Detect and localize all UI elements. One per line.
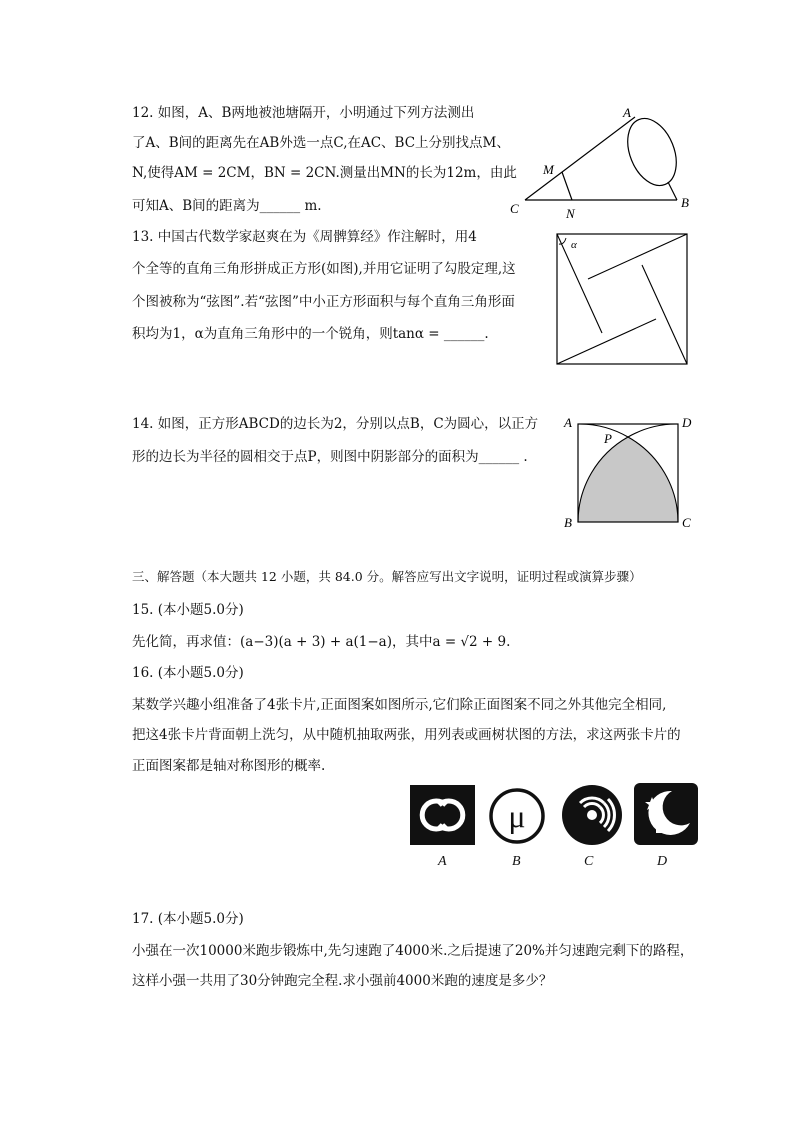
q14-label-B: B [564, 515, 572, 530]
card-a-double-c-icon [410, 785, 475, 845]
q17-header: 17. (本小题5.0分) [132, 911, 244, 927]
q12-label-N: N [566, 206, 575, 221]
q13-line-3: 个图被称为“弦图”.若“弦图”中小正方形面积与每个直角三角形面 [132, 294, 515, 310]
q16-line-3: 正面图案都是轴对称图形的概率. [132, 758, 326, 774]
q16-header: 16. (本小题5.0分) [132, 665, 244, 681]
q14-label-D: D [682, 415, 692, 430]
card-b-label: B [512, 854, 521, 869]
q14-line-1: 14. 如图，正方形ABCD的边长为2，分别以点B，C为圆心，以正方 [132, 416, 539, 432]
q14-label-C: C [682, 515, 691, 530]
q15-header: 15. (本小题5.0分) [132, 602, 244, 618]
q12-line-2: 了A、B间的距离先在AB外选一点C,在AC、BC上分别找点M、 [132, 135, 510, 151]
card-d-label: D [657, 854, 668, 869]
q17-line-1: 小强在一次10000米跑步锻炼中,先匀速跑了4000米.之后提速了20%并匀速跑完剩下的路程， [132, 943, 694, 959]
card-d-moon-mosque-icon [634, 783, 698, 845]
card-c-label: C [584, 854, 594, 869]
q12-label-A: A [623, 105, 631, 120]
q13-label-alpha: α [571, 239, 577, 251]
q12-line-3: N,使得AM = 2CM，BN = 2CN.测量出MN的长为12m，由此 [132, 165, 517, 181]
q15-body: 先化简，再求值：(a−3)(a + 3) + a(1−a)，其中a = √2 + 9. [132, 634, 511, 650]
q13-string-diagram [555, 230, 690, 366]
card-a-label: A [438, 854, 447, 869]
section-3-heading: 三、解答题（本大题共 12 小题，共 84.0 分。解答应写出文字说明，证明过程或演算步骤） [132, 569, 642, 584]
q12-label-B: B [681, 195, 689, 210]
q13-line-1: 13. 中国古代数学家赵爽在为《周髀算经》作注解时，用4 [132, 229, 477, 245]
q12-line-4: 可知A、B间的距离为______ m. [132, 198, 322, 214]
card-b-mu-symbol: μ [508, 798, 526, 834]
q13-line-4: 积均为1，α为直角三角形中的一个锐角，则tanα = ______. [132, 326, 489, 342]
q14-line-2: 形的边长为半径的圆相交于点P，则图中阴影部分的面积为______ . [132, 449, 528, 465]
q14-square-arcs-figure [560, 410, 700, 535]
q17-line-2: 这样小强一共用了30分钟跑完全程.求小强前4000米跑的速度是多少？ [132, 973, 553, 989]
q16-line-2: 把这4张卡片背面朝上洗匀，从中随机抽取两张，用列表或画树状图的方法，求这两张卡片的 [132, 727, 681, 743]
q14-label-P: P [604, 431, 612, 446]
card-c-signal-disc-icon [560, 783, 624, 847]
card-b-mu-icon [488, 787, 546, 845]
q14-label-A: A [564, 415, 572, 430]
q12-triangle-pond-figure [505, 100, 705, 225]
q12-label-C: C [510, 201, 519, 216]
q12-label-M: M [543, 162, 554, 177]
q16-line-1: 某数学兴趣小组准备了4张卡片,正面图案如图所示,它们除正面图案不同之外其他完全相同, [132, 697, 667, 713]
q13-line-2: 个全等的直角三角形拼成正方形(如图),并用它证明了勾股定理,这 [132, 261, 516, 277]
q12-line-1: 12. 如图，A、B两地被池塘隔开，小明通过下列方法测出 [132, 105, 475, 121]
